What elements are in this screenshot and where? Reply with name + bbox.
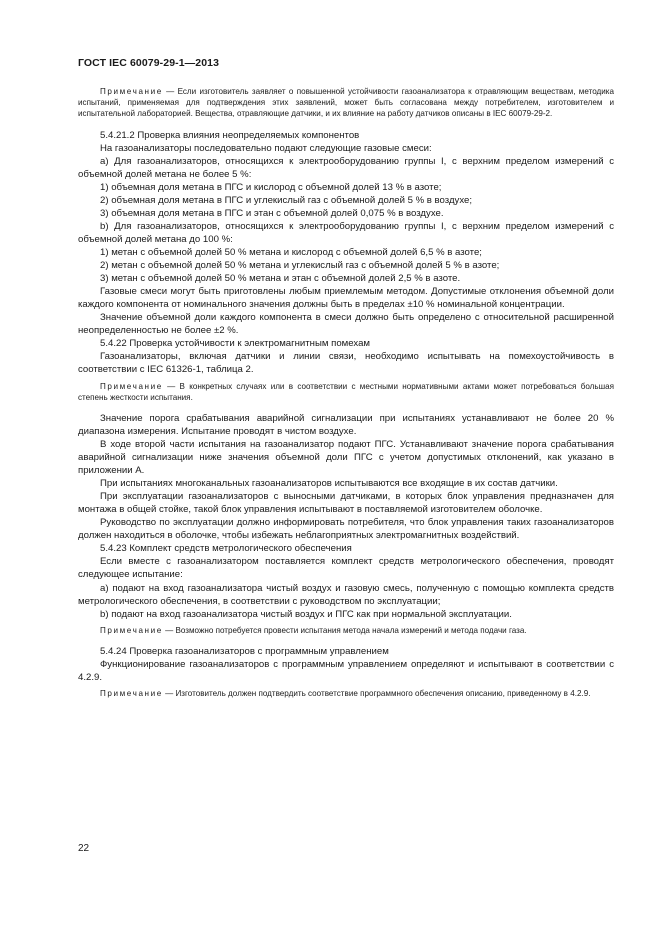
paragraph: 1) метан с объемной долей 50 % метана и кислород с объемной долей 6,5 % в азоте; <box>100 247 482 259</box>
note-label: Примечание <box>100 87 163 96</box>
page-number: 22 <box>78 843 90 854</box>
paragraph: Газоанализаторы, включая датчики и линии связи, необходимо испытывать на помехоустойчивость в соответствии с IEC 61326-1, таблица 2. <box>78 351 614 376</box>
note-3 <box>78 625 614 636</box>
paragraph: 5.4.22 Проверка устойчивости к электромагнитным помехам <box>100 338 370 350</box>
note-label: Примечание <box>100 689 163 698</box>
note-text: — Если изготовитель заявляет о повышенной устойчивости газоанализатора к отравляющим веществам, методика испытаний, применяемая для подтверждения этих заявлений, может быть согласована между потребителем, изготовителем и испытательной лабораторией. Вещества, отравляющие датчики, и их влияние на работу датчиков описаны в IEC 60079-29-2. <box>78 87 614 119</box>
note-text: — Изготовитель должен подтвердить соответствие программного обеспечения описанию, приведенному в 4.2.9. <box>162 689 591 698</box>
document-page <box>78 57 614 699</box>
paragraph: При эксплуатации газоанализаторов с выносными датчиками, в которых блок управления предназначен для монтажа в общей стойке, такой блок управления испытывают в поставляемой изготовителем оболочке. <box>78 491 614 516</box>
note-text: — В конкретных случаях или в соответствии с местными нормативными актами может потребоваться большая степень жесткости испытания. <box>78 381 614 402</box>
paragraph: При испытаниях многоканальных газоанализаторов испытываются все входящие в их состав датчики. <box>100 478 558 490</box>
paragraph: b) подают на вход газоанализатора чистый воздух и ПГС как при нормальной эксплуатации. <box>100 608 512 620</box>
paragraph: Руководство по эксплуатации должно информировать потребителя, что блок управления таких газоанализаторов должен находиться в оболочке, чтобы избежать неблагоприятных электромагнитных воздействий. <box>78 517 614 542</box>
paragraph: На газоанализаторы последовательно подают следующие газовые смеси: <box>100 142 432 154</box>
paragraph: а) Для газоанализаторов, относящихся к электрооборудованию группы I, с верхним пределом измерений с объемной долей метана не более 5 %: <box>78 155 614 180</box>
section-5-4-24 <box>78 645 614 684</box>
paragraph: Если вместе с газоанализатором поставляется комплект средств метрологического обеспечения, проводят следующее испытание: <box>78 556 614 581</box>
paragraph: 2) объемная доля метана в ПГС и углекислый газ с объемной долей 5 % в воздухе; <box>100 194 473 206</box>
section-5-4-22-continued <box>78 412 614 621</box>
paragraph: Функционирование газоанализаторов с программным управлением определяют и испытывают в соответствии с 4.2.9. <box>78 658 614 683</box>
note-4 <box>78 688 614 699</box>
paragraph: Газовые смеси могут быть приготовлены любым приемлемым методом. Допустимые отклонения объемной доли каждого компонента от номинального значения должны быть в пределах ±10 % номинальной концентрации. <box>78 286 614 311</box>
standard-header: ГОСТ IEC 60079-29-1—2013 <box>78 57 220 69</box>
section-5-4-21-2 <box>78 129 614 377</box>
paragraph: b) Для газоанализаторов, относящихся к электрооборудованию группы I, с верхним пределом измерений с объемной долей метана до 100 %: <box>78 220 614 245</box>
note-text: — Возможно потребуется провести испытания метода начала измерений и метода подачи газа. <box>162 625 527 635</box>
paragraph: 1) объемная доля метана в ПГС и кислород с объемной долей 13 % в азоте; <box>100 181 442 193</box>
paragraph: 5.4.21.2 Проверка влияния неопределяемых компонентов <box>100 129 360 141</box>
paragraph: В ходе второй части испытания на газоанализатор подают ПГС. Устанавливают значение порога срабатывания аварийной сигнализации ниже значения объемной доли ПГС с учетом допустимых отклонений, как указано в приложении А. <box>78 439 614 477</box>
paragraph: Значение порога срабатывания аварийной сигнализации при испытаниях устанавливают не более 20 % диапазона измерения. Испытание проводят в чистом воздухе. <box>78 412 614 437</box>
paragraph: 3) объемная доля метана в ПГС и этан с объемной долей 0,075 % в воздухе. <box>100 207 444 219</box>
note-1 <box>78 86 614 120</box>
paragraph: Значение объемной доли каждого компонента в смеси должно быть определено с относительной расширенной неопределенностью не более ±2 %. <box>78 312 614 337</box>
note-label: Примечание <box>100 625 163 635</box>
note-label: Примечание <box>100 381 163 391</box>
note-2 <box>78 381 614 403</box>
paragraph: 5.4.24 Проверка газоанализаторов с программным управлением <box>100 645 389 657</box>
paragraph: 3) метан с объемной долей 50 % метана и этан с объемной долей 2,5 % в азоте. <box>100 273 461 285</box>
paragraph: а) подают на вход газоанализатора чистый воздух и газовую смесь, полученную с помощью комплекта средств метрологического обеспечения, в соответствии с руководством по эксплуатации; <box>78 582 614 607</box>
paragraph: 5.4.23 Комплект средств метрологического обеспечения <box>100 543 352 555</box>
paragraph: 2) метан с объемной долей 50 % метана и углекислый газ с объемной долей 5 % в азоте; <box>100 260 500 272</box>
